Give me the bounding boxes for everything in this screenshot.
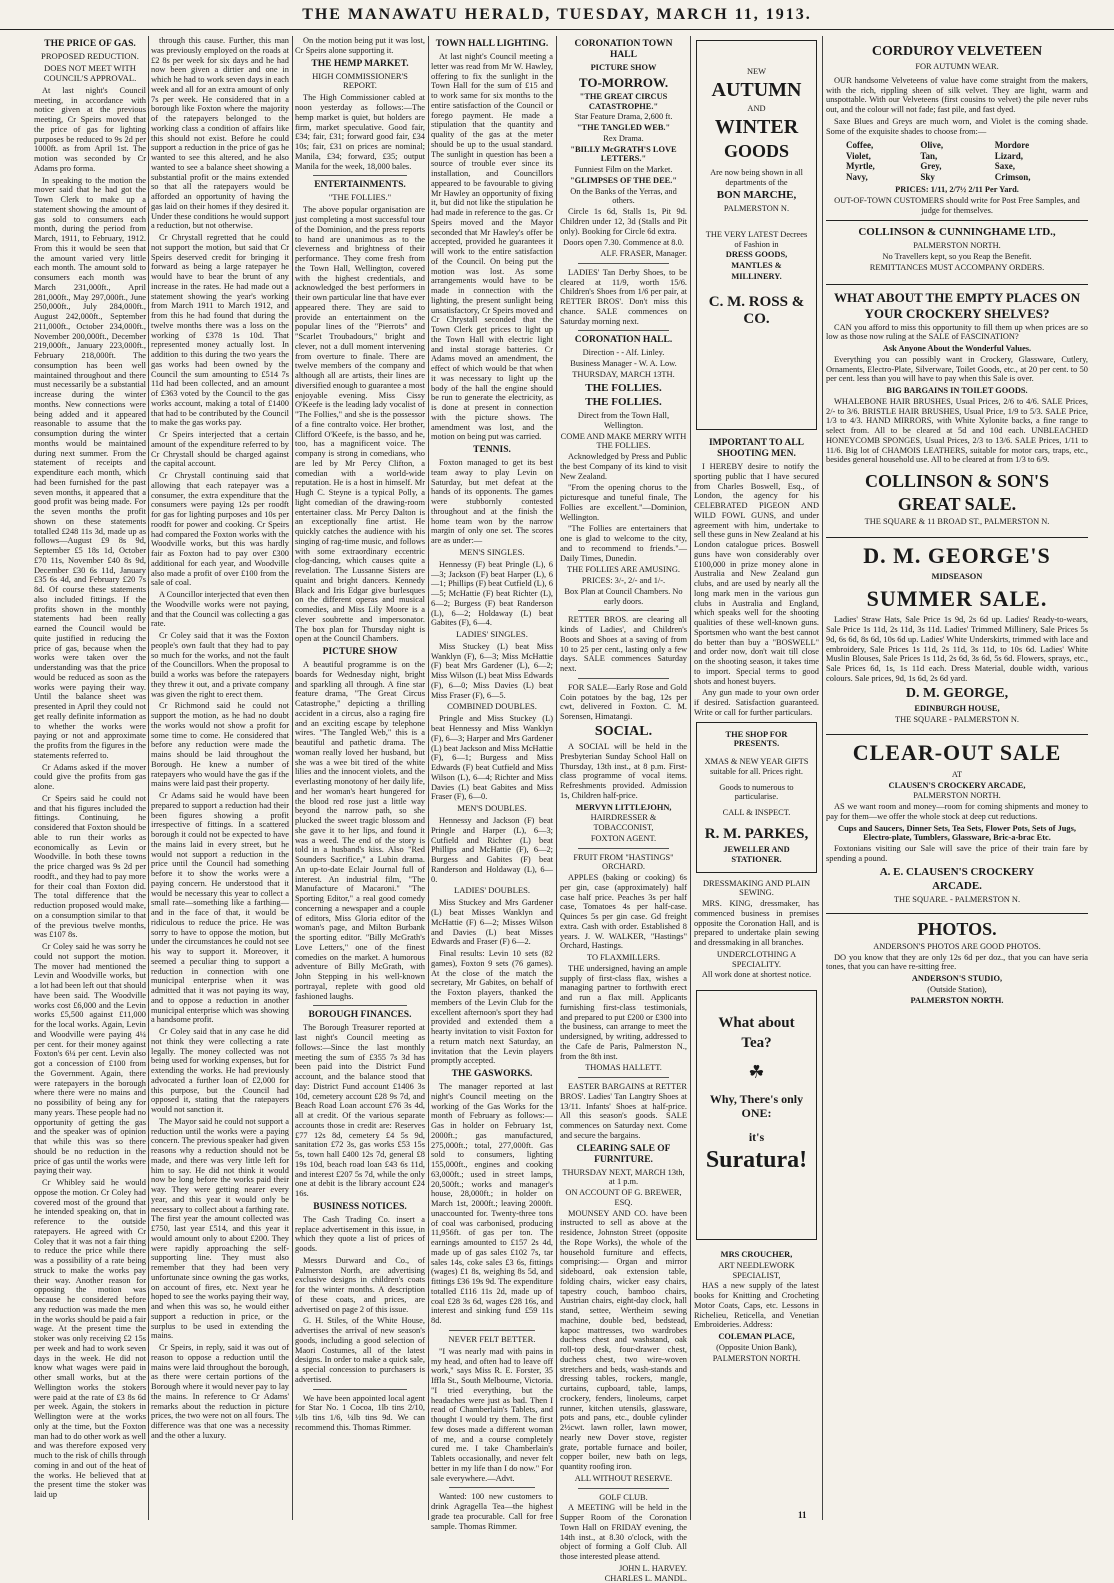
ad-signature: JOHN L. HARVEY. (618, 1563, 687, 1573)
ad-line: JEWELLER AND STATIONER. (723, 845, 790, 864)
divider (826, 913, 1088, 914)
ad-title: TO FLAXMILLERS. (587, 953, 660, 963)
ad-title: FRUIT FROM "HASTINGS" ORCHARD. (573, 852, 674, 872)
ad-line: PALMERSTON NORTH. (913, 791, 1001, 801)
ad-title: IMPORTANT TO ALL SHOOTING MEN. (708, 438, 805, 460)
ad-text: OUR handsome Velveteens of value have come straight from the makers, with the rich, rippling sheen of silk velvet. They are light, warm and unspottable. With our Velveteens (first cousins to velvet) the pile never rubs out, and the colour will not fade; fast pile, and fast dyed. (826, 75, 1088, 115)
ad-text: Ladies' Straw Hats, Sale Price 1s 9d, 2s 6d up. Ladies' Ready-to-wears, Sale Price 1s 11d, 2s 11d, 3s 11d. Ladies' Trimmed Millinery, Sale Prices 5s 9d, 6s 6d, 8s 6d, 10s 6d up. Ladies' White Underskirts, trimmed with lace and embroidery, Sale Prices 1s 11d, 2s 11d, 3s 11d, to 10s 6d. Ladies' White Muslin Blouses, Sale Prices 1s 11d, 2s 6d, 3s 6d, 5s 6d. Flowers, sprays, etc., Sale Prices 6d, 1s, 1s 11d each. Dress Material, double width, various colours. Sale prices, 9d, 1s 6d, 2s 6d yard. (826, 615, 1088, 683)
ad-title: CORONATION TOWN HALL (574, 39, 673, 61)
ad-line: "GLIMPSES OF THE DEE." (569, 175, 678, 185)
article-subtitle: HIGH COMMISSIONER'S REPORT. (312, 70, 408, 91)
ad-text: A MEETING will be held in the Supper Room of the Coronation Town Hall on FRIDAY evening, the 14th inst., at 8.30 o'clock, with the object of forming a Golf Club. All those interested please attend. (560, 1503, 687, 1562)
paragraph: Cr Chrystall regretted that he could not support the motion, but said that Cr Speirs deserved credit for bringing it forward as being a large ratepayer he would have to bear the brunt of any increase in the rates. He had made out a statement showing the year's working from March 1911 to March 1912, and from this he had found that during the twelve months there was a loss on the working of £378 1s 10d. That represented money actually lost. In addition to this during the two years the gas works had been owned by the Council the sum amounting to £514 7s 11d had been collected, and an amount of £363 voted by the Council to the gas works account, making a total of £1400 that had to be contributed by the Council to make the gas works pay. (151, 233, 289, 428)
page-number: 11 (798, 1510, 807, 1520)
column-rule (428, 36, 429, 1520)
ad-text: HAS a new supply of the latest books for Knitting and Crocheting Motor Coats, Caps, etc. Lessons in Richelieu, Reticella, and Venetian Embroideries. Address: (694, 1281, 819, 1330)
ad-headline: COLLINSON & SON'S (864, 471, 1050, 492)
ad-line: (Opposite Union Bank), (716, 1342, 797, 1352)
colour-item: Tan, (920, 150, 938, 161)
ad-text: LADIES' Tan Derby Shoes, to be cleared at 11/9, worth 15/6. Children's Shoes from 1/6 per pair, at RETTER BROS'. Don't miss this chance. SALE commences on Saturday morning next. (560, 267, 687, 326)
ad-headline: CLEAR-OUT SALE (852, 740, 1062, 766)
ad-headline: ARCADE. (932, 880, 982, 893)
ad-line: MILLINERY. (731, 271, 782, 281)
paragraph: The above popular organisation are just completing a most successful tour of the Dominion, and the press reports to hand are unanimous as to the cleverness and brightness of their performance. They come fresh from the Town Hall, Wellington, covered with the highest credentials, and acknowledged the best performers in their own particular line that have ever appeared there. They are said to provide an entertainment on the popular lines of the "Pierrots" and "Scarlet Troubadours," bright and clever, not a dull moment intervening from overture to finale. There are twelve members of the company and although all are artists, their lines are diversified enough to guarantee a most enjoyable evening. Miss Cissy O'Keefe is the leading lady vocalist of "The Follies," and she is the possessor of a fine contralto voice. Her brother, Clifford O'Keefe, is the basso, and he, too, has a magnificent voice. The company is strong in comedians, who are led by Mr Percy Clifton, a comedian with a world-wide reputation. He is a host in himself. Mr Hugh C. Steyne is a typical Polly, a light comedian of the drawing-room entertainer class. Mr Percy Dalton is an exceptionally fine artist. He quickly catches the audience with his singing of rag-time music, and follows with some extraordinary eccentric clog-dancing, which causes quite a revelation. The Lussanne Sisters are quaint and bright dancers. Kennedy Black and Iris Edgar give burlesques on the different operas and musical comedies, and Miss Lily Moore is a clever soubrette and impersonator. The box plan for Thursday night is open at the Council Chambers. (295, 205, 426, 644)
ad-line: PALMERSTON NORTH. (910, 995, 1004, 1005)
ad-text: "The Follies are entertainers that one is glad to welcome to the city, and to recommend to friends."—Daily Times, Dunedin. (560, 524, 687, 563)
column-4 (431, 36, 553, 1531)
colour-item: Olive, (920, 140, 944, 151)
article-title: TENNIS. (473, 445, 511, 456)
divider (313, 175, 407, 176)
ad-line: ALL WITHOUT RESERVE. (574, 1473, 673, 1483)
ad-signature: MERVYN LITTLEJOHN, (575, 802, 672, 812)
article-subtitle: PROPOSED REDUCTION. (41, 51, 139, 62)
ad-text: Everything you can possibly want in Crockery, Glassware, Cutlery, Ornaments, Electro-Plate, Silverware, Toilet Goods, etc., at 20 per cent. to 50 per cent. less than you will have to pay when this Sale is over. (826, 354, 1088, 384)
divider (578, 263, 669, 264)
ad-line: PALMERSTON NORTH. (913, 241, 1001, 251)
paragraph: The Mayor said he could not support a reduction until the works were a paying concern. The previous speaker had given reasons why a reduction should not be made, and there was very little left for him to say. He did not think it would now be long before the works paid their way. They were getting nearer every year, and this year it would only be necessary to collect about a farthing rate. The first year the amount collected was £750, last year £514, and this year it would amount only to about £200. They were rapidly approaching the self-supporting line. They must also remember that they had been very unfortunate since owning the gas works, on account of fires, etc. Next year he hoped to see the works paying their way, and when this was so, he would either support a reduction in price, or the surplus to be used in extending the mains. (151, 1116, 289, 1341)
colour-item: Myrtle, (846, 161, 875, 172)
divider (578, 848, 669, 849)
ad-line: THE SQUARE & 11 BROAD ST., PALMERSTON N. (864, 516, 1050, 526)
ad-text: Any gun made to your own order if desired. Satisfaction guaranteed. Write or call for further particulars. (694, 688, 819, 717)
ad-text: THE undersigned, having an ample supply of first-class flax, wishes a managing partner to forthwith erect and run a flax mill. Applicants furnishing first-class testimonials, and prepared to put £200 or £300 into the business, can arrange to meet the undersigned, by writing, addressed to the Cafe de Paris, Palmerston N., from the 8th inst. (560, 963, 687, 1061)
ad-line: Why, There's only ONE: (709, 1091, 804, 1120)
ad-signature: THOMAS HALLETT. (585, 1063, 662, 1073)
ad-text: I HEREBY desire to notify the sporting public that I have secured from Charles Boswell, Esq., of London, the agency for his CELEBRATED PIGEON AND WILD FOWL GUNS, and under agreement with him, undertake to sell these guns in New Zealand at his London catalogue prices. Boswell guns have won considerably over £100,000 in prize money alone in Australia and New Zealand gun clubs, and are used by nearly all the long mark men in the various gun clubs in Australia and England, which speaks well for the shooting qualities of these well-known guns. Sportsmen who want the best cannot do better than buy a "BOSWELL" and order now, don't wait till close on the shooting season, it takes time to import. Special terms to good shots and honest buyers. (694, 462, 819, 686)
divider (826, 537, 1088, 538)
article-title: THE HEMP MARKET. (311, 58, 409, 69)
paragraph: Miss Stuckey (L) beat Miss Wanklyn (F), 6—3; Miss McHattie (F) beat Mrs Gardener (L), 6—2; Miss Wilson (L) beat Miss Edwards (F), 6—0; Miss Davies (L) beat Miss Fraser (F), 6—5. (431, 641, 553, 700)
colour-list (826, 138, 1088, 184)
ad-title: DRESSMAKING AND PLAIN SEWING. (702, 878, 811, 898)
paragraph: A Councillor interjected that even then the Woodville works were not paying, and that the Council was collecting a gas rate. (151, 590, 290, 629)
ad-line: COME AND MAKE MERRY WITH THE FOLLIES. (560, 431, 687, 451)
ad-headline: GOODS (723, 140, 789, 161)
ad-line: Are now being shown in all departments of the (710, 167, 803, 187)
ad-text: Foxtonians visiting our Sale will save the price of their train fare by spending a pound. (826, 844, 1088, 863)
ad-line: CLAUSEN'S CROCKERY ARCADE, (888, 780, 1026, 790)
ad-text: MRS. KING, dressmaker, has commenced business in premises opposite the Coronation Hall, and is prepared to undertake plain sewing and dressmaking in all branches. (694, 899, 819, 948)
ad-headline: Suratura! (705, 1146, 808, 1173)
ad-text: RETTER BROS. are clearing all kinds of Ladies', and Children's Boots and Shoes at a saving of from 10 to 25 per cent., lasting only a few days. SALE commences Saturday next. (560, 615, 687, 674)
ad-line: THE SQUARE. - PALMERSTON N. (893, 895, 1021, 905)
article-title: THE GASWORKS. (451, 1069, 533, 1080)
ad-headline: What about (718, 1015, 795, 1032)
ad-line: Star Feature Drama, 2,600 ft. (574, 112, 673, 122)
ad-title: CORDUROY VELVETEEN (871, 44, 1043, 59)
ad-line: PALMERSTON N. (723, 204, 790, 213)
ad-text: CAN you afford to miss this opportunity to fill them up when prices are so low as those now ruling at the SALE of FASCINATION? (826, 322, 1088, 342)
ad-text: WHALEBONE HAIR BRUSHES, Usual Prices, 2/6 to 4/6. SALE Prices, 2/- to 3/6. BRISTLE HAIR BRUSHES, Usual Price, 1/9 to 5/3. SALE Price, 1/3 to 4/3. HAND MIRRORS, with White Xylonite backs, a fine range to select from. All to be cleared at 5d and 10d each. UNBLEACHED HONEYCOMB SPONGES, Usual Prices, 2/3 to 13/6. SALE Prices, 1/11 to 11/6. Big lot of CHAMOIS LEATHERS, suitable for motor cars, traps, etc., besides general household use. All to be cleared at from 1/3 to 6/9. (826, 396, 1088, 465)
ad-line: PALMERSTON NORTH. (712, 1353, 801, 1363)
ad-line: THE SHOP FOR PRESENTS. (725, 729, 788, 749)
divider (313, 1005, 407, 1006)
article-title: PICTURE SHOW (322, 647, 398, 658)
column-6 (694, 36, 819, 1520)
paragraph: The Borough Treasurer reported at last night's Council meeting as follows:—Since the last monthly meeting the sum of £355 7s 3d has been paid into the District Fund account, and the balance stood that day: District Fund account £1406 3s 10d, cemetery account £28 9s 7d, and Beach Road Loan account £76 3s 4d, all at credit. Of the various separate accounts those in credit are: Reserves £77 12s 8d, cemetery £4 5s 9d, sanitation £72 3s, gas works £53 15s 5s, town hall £400 12s 7d, general £8 19s 10d, beach road loan £43 6s 11d, and interest £207 5s 7d, while the only one at debit is the library account £24 16s. (295, 1023, 425, 1199)
ad-headline: GREAT SALE. (897, 494, 1017, 515)
ad-line: PRICES: 1/11, 2/7½ 2/11 Per Yard. (895, 185, 1019, 195)
paragraph: "I was nearly mad with pains in my head, and often had to leave off work," says Miss R. E. Forster, 35 Iffla St., South Melbourne, Victoria. "I tried everything, but the headaches were just as bad. Then I read of Chamberlain's Tablets, and thought I would try them. The first few doses made a different woman of me, and a course completely cured me. I take Chamberlain's Tablets occasionally, and never felt better in my life than I do now." For sale everywhere.—Advt. (431, 1346, 553, 1483)
paragraph: Cr Speirs said he could not and that his figures included the fittings. Continuing, he considered that Foxton should be able to run their works as economically as Levin or Woodville. In both these towns the price charged was 9s 2d per roodft., and they had to pay more for their coal than Foxton did. The total difference that the reduction proposed would make, on a consumption similar to that of the previous twelve months, was £107 8s. (34, 793, 146, 940)
paragraph: The High Commissioner cabled at noon yesterday as follows:—The hemp market is quiet, but holders are firm, market speculative. Good fair, £34; fair, £31; forward good fair, £34 10s; fair, £31 on prices are nominal; Manila, £34; forward, £35; output Manila for the week, 18,000 bales. (295, 93, 425, 171)
ad-line: AND (747, 103, 766, 113)
ad-line: FOR AUTUMN WEAR. (915, 62, 999, 72)
paragraph: Cr Coley said he was sorry he could not support the motion. The mover had mentioned the Levin and Woodville works, but a lot had been left out that should have been said. The Woodville works cost £6,000 and the Levin works £5,500 against £11,000 for the local works. Again, Levin and Woodville were paying 4¼ per cent. for their money against Foxton's 6¼ per cent. Levin also got a concession of £100 from the Government. Again, there were ratepayers in the borough where there were no mains and no possibility of being any for many years. These people had no opportunity of getting the gas and the speaker was of opinion that while this was so there should be no reduction in the price of gas until the works were paying their way. (34, 942, 146, 1176)
ad-line: OUT-OF-TOWN CUSTOMERS should write for Post Free Samples, and judge for themselves. (834, 195, 1080, 215)
paragraph: Cr Coley said that it was the Foxton people's own fault that they had to pay so much for the works, and not the fault of the Councillors. When the proposal to build a works was before the ratepayers they threw it out, and a private company was given the right to erect them. (151, 631, 289, 699)
colour-item: Lizard, (994, 150, 1023, 161)
ad-line: PRICES: 3/-, 2/- and 1/-. (581, 576, 666, 586)
paragraph: Cr Adams said he would have been prepared to support a reduction had their been figures showing a profit irrespective of fittings. In a scattered borough it could not be expected to have the mains laid in every street, but he would not support a reduction in the price until the Council had something before it to show the works were a paying concern. He understood that it would be necessary this year to collect a small rate—something like a farthing—and in the face of that, it would be ridiculous to reduce the price. He was sorry to have to oppose the motion, but under the circumstances he could not see his way to support it. Moreover, it seemed a peculiar thing to support a reduction in connection with one municipal enterprise when it was admitted that it was not paying its way, and to oppose a reduction in another municipal enterprise which was showing a handsome profit. (151, 791, 289, 1025)
ad-line: Goods to numerous to particularise. (719, 782, 794, 802)
ad-line: DRESS GOODS, (725, 250, 788, 260)
column-5 (560, 36, 687, 1583)
ad-title: WHAT ABOUT THE EMPTY PLACES ON YOUR CROCKERY SHELVES? (834, 290, 1080, 321)
ad-headline: ANDERSON'S STUDIO, (911, 974, 1003, 984)
divider (449, 1487, 535, 1488)
ad-text: "From the opening chorus to the picturesque and tuneful finale, The Follies are excellent."—Dominion, Wellington. (560, 483, 687, 522)
column-7 (826, 36, 1088, 1520)
section-label: COMBINED DOUBLES. (447, 701, 537, 712)
ad-headline: C. M. ROSS & CO. (708, 293, 805, 327)
paragraph: A beautiful programme is on the boards for Wednesday night, bright and sparkling all through. A fine star feature drama, "The Great Circus Catastrophe," depicting a thrilling accident in a circus, also a raging fire and an exciting escape by telephone wires. "The Tangled Web," this is a beautiful and pathetic drama. The woman really loved her husband, but she was a wee bit tired of the white lilies and the innocent violets, and the everlasting monotony of her daily life, and her woman's heart hungered for the blood red rose just a little way beyond the narrow path, so she plucked the sweet tragic blossom and she gave it to her lips, and found it was a weed. The end of the story is told in a husband's kiss. Also "Red Sounders Sacrifice," a Lubin drama. An up-to-date Eclair Journal full of interest. An industrial film, "The Manufacture of Macaroni." "The Sporting Editor," a real good comedy concerning a newspaper and a couple of editors, Miss Gloria editor of the woman's page, and Milton Burbank the sporting editor. "Billy McGrath's Love Letters," one of the finest comedies on the market. A humorous adventure of Billy McGrath, with John Stepping in his well-known portrayal, replete with good old fashioned laughs. (295, 660, 425, 1001)
ad-line: "BILLY McGRATH'S LOVE LETTERS." (570, 144, 677, 164)
column-rule (822, 36, 823, 1520)
ad-headline: THE FOLLIES. (585, 396, 662, 409)
article-title: THE PRICE OF GAS. (44, 39, 136, 49)
ad-line: Rex Drama. (603, 133, 644, 143)
ad-line: Direct from the Town Hall, Wellington. (577, 411, 670, 430)
article-title: TOWN HALL LIGHTING. (435, 39, 549, 49)
paragraph: Messrs Durward and Co., of Palmerston North, are advertising exclusive designs in children's coats for the winter months. A description of these coats, and prices, are advertised on page 2 of this issue. (295, 1255, 425, 1314)
paragraph: Cr Richmond said he could not support the motion, as he had no doubt the works would not show a profit for some time to come. He considered that before any reduction were made the mains should be laid throughout the Borough. He knew a number of ratepayers who would have the gas if the mains were laid past their property. (151, 701, 289, 789)
column-rule (292, 36, 293, 1520)
paragraph: Pringle and Miss Stuckey (L) beat Hennessy and Miss Wanklyn (F), 6—3; Harper and Mrs Gardener (L) beat Jackson and Miss McHattie (F), 6—1; Burgess and Miss Edwards (F) beat Cutfield and Miss Wilson (L), 6—4; Richter and Miss Davies (L) beat Gabites and Miss Fraser (F), 6—0. (431, 714, 553, 802)
divider (826, 734, 1088, 735)
paragraph: through this cause. Further, this man was previously employed on the roads at £2 8s per week for six days and he had now been given a dirtier and one in which he had to work seven days in each week and all for an extra amount of only 7s per week. He considered that in a borough like Foxton where the majority of the ratepayers belonged to the working class a condition of affairs like this should not exist. Before he could support a reduction in the price of gas he wanted to see this altered, and he also wanted to see a balance sheet showing a substantial profit or the mains extended so that all the ratepayers would be afforded an opportunity of having the gas laid on their homes if they desired it. Under these conditions he would support a reduction, but not otherwise. (151, 36, 289, 231)
article-subtitle: "THE FOLLIES." (328, 192, 392, 203)
ad-line: ON ACCOUNT OF G. BREWER, ESQ. (565, 1188, 682, 1207)
colour-item: Violet, (846, 150, 871, 161)
ad-title: GOLF CLUB. (599, 1492, 648, 1502)
ad-line: THE FOLLIES ARE AMUSING. (566, 565, 681, 575)
paragraph: Cr Speirs, in reply, said it was out of reason to oppose a reduction until the mains were laid throughout the borough, as there were certain portions of the Borough where it would never pay to lay the mains. In reference to Cr Adams' remarks about the reduction in picture prices, the two were not on all fours. The difference was that one was a necessity and the other a luxury. (151, 1343, 289, 1440)
ad-text: FOR SALE—Early Rose and Gold Coin potatoes by the bag, 12s per cwt, delivered in Foxton. C. M. Sorensen, Himatangi. (560, 682, 687, 722)
paragraph: Miss Stuckey and Mrs Gardener (L) beat Misses Wanklyn and McHattie (F) 6—2; Misses Wilson and Davies (L) beat Misses Edwards and Fraser (F) 6—2. (431, 898, 553, 947)
ad-line: All work done at shortest notice. (701, 970, 812, 980)
ad-line: AT (951, 769, 963, 779)
ad-line: THURSDAY, MARCH 13TH. (572, 369, 675, 379)
paragraph: Cr Chrystall continuing said that allowing that each ratepayer was a consumer, the extra expenditure that the consumers were paying 12s per roodft for gas for lighting purposes and 10s per roodft for power and cooking. Cr Speirs had compared the Foxton works with the Woodville works, but this was hardly fair as Foxton had to pay over £300 additional for each year, and Woodville also made a profit of over £100 from the sale of coal. (151, 471, 289, 588)
ad-line: COLEMAN PLACE, (718, 1332, 795, 1342)
ad-line: THE SQUARE - PALMERSTON N. (894, 714, 1019, 724)
colour-item: Navy, (846, 171, 868, 182)
ad-headline: BON MARCHE, (716, 189, 797, 202)
divider (826, 284, 1088, 285)
colour-item: Sky (920, 171, 935, 182)
article-title: BUSINESS NOTICES. (313, 1201, 407, 1212)
column-rule (148, 36, 149, 1520)
ad-line: On the Banks of the Yerras, and others. (570, 186, 677, 206)
column-rule (556, 36, 557, 1520)
bon-marche-ad (696, 40, 817, 430)
article-title: ENTERTAINMENTS. (314, 180, 406, 191)
parkes-ad (696, 722, 817, 873)
ad-line: Direction - - Alf. Linley. (582, 348, 665, 358)
ad-text: AS we want room and money—room for coming shipments and money to pay for them—we offer the whole stock at deep cut reductions. (826, 802, 1088, 821)
divider (313, 1389, 407, 1390)
paragraph: Final results: Levin 10 sets (82 games), Foxton 9 sets (76 games). At the close of the match the secretary, Mr Gabites, on behalf of the Foxton players, thanked the members of the Levin Club for the excellent afternoon's sport they had provided and extended them a hearty invitation to visit Foxton for a return match next Saturday, an invitation that the Levin players promptly accepted. (431, 949, 553, 1066)
paragraph: At last night's Council meeting, in accordance with notice given at the previous meeting, Cr Speirs moved that the price of gas for lighting purposes be reduced to 9s 2d per 1000ft. as from April 1st. The motion was seconded by Cr Adams pro forma. (34, 85, 146, 173)
ad-line: UNDERCLOTHING A SPECIALITY. (716, 949, 797, 969)
ad-headline: THE FOLLIES. (585, 381, 662, 394)
ad-headline: SUMMER SALE. (866, 585, 1048, 611)
paragraph: Foxton managed to get its best team away to play Levin on Saturday, but met defeat at the hands of its opponents. The games were stubbornly contested throughout and at the finish the home team won by the narrow margin of only one set. The scores are as under:— (431, 458, 553, 546)
ad-line: Ask Anyone About the Wonderful Values. (882, 344, 1032, 354)
ad-signature: ALF. FRASER, Manager. (600, 249, 687, 259)
column-3 (295, 36, 425, 1520)
paragraph: Cr Coley said that in any case he did not think they were collecting a rate legally. The money collected was not being used for working expenses, but for extending the works. He had previously advocated a further loan of £2,000 for this purpose, but the Council had opposed it, stating that the ratepayers would not sanction it. (151, 1027, 289, 1114)
article-title: BOROUGH FINANCES. (308, 1010, 412, 1021)
paragraph: The manager reported at last night's Council meeting on the working of the Gas Works for the month of February as follows:—Gas in holder on February 1st, 2000ft.; gas manufactured, 275,000ft.; total, 277,000ft. Gas sold to consumers, lighting 155,000ft., engines and cooking 63,000ft.; used in street lamps, 20,500ft.; works and manager's house, 28,000ft.; in holder on March 1st, 2000ft.; leaving 2000ft. unaccounted for. Twenty-three tons of coal was carbonised, producing 11,956ft. of gas per ton. The earnings amounted to £157 2s 4d, made up of gas sales £102 7s, tar sales 14s, coke sales £3 6s, fittings (wages) £1 8s, weighing 8s 5d, and fittings £36 19s 9d. The expenditure totalled £116 11s 2d, made up of coal £28 3s 6d, wages £28 16s, and interest and sinking fund £59 11s 8d. (431, 1082, 553, 1326)
column-2 (151, 36, 289, 1520)
paragraph: Cr Adams asked if the mover could give the profits from gas alone. (34, 762, 146, 792)
ad-line: it's (748, 1129, 765, 1144)
ad-line: Cups and Saucers, Dinner Sets, Tea Sets, Flower Pots, Sets of Jugs, Electro-plate, Tumblers, Glassware, Bric-a-brac Etc. (838, 823, 1076, 843)
section-label: LADIES' SINGLES. (456, 629, 528, 639)
ad-line: XMAS & NEW YEAR GIFTS suitable for all. Prices right. (704, 757, 809, 776)
ad-headline: A. E. CLAUSEN'S CROCKERY (879, 865, 1035, 878)
colour-item: Saxe, (994, 161, 1015, 172)
section-label: MEN'S DOUBLES. (457, 803, 527, 814)
article-title: NEVER FELT BETTER. (448, 1333, 536, 1344)
colour-item: Grey, (920, 161, 942, 172)
column-rule (690, 36, 691, 1520)
paragraph: We have been appointed local agent for Star No. 1 Cocoa, 1lb tins 2/10, ½lb tins 1/6, ¼lb tins 9d. We can recommend this. Thomas Rimmer. (295, 1393, 425, 1432)
ad-line: MANTLES & (731, 261, 782, 270)
ad-headline: Tea? (741, 1034, 772, 1051)
paragraph: Wanted: 100 new customers to drink Agragella Tea—the highest grade tea procurable. Call for free sample. Thomas Rimmer. (431, 1492, 553, 1531)
ad-line: BIG BARGAINS IN TOILET GOODS. (886, 386, 1028, 396)
article-subtitle: DOES NOT MEET WITH COUNCIL'S APPROVAL. (43, 62, 137, 83)
section-label: MEN'S SINGLES. (459, 546, 525, 557)
divider (578, 610, 669, 611)
paragraph: On the motion being put it was lost, Cr Speirs alone supporting it. (295, 36, 425, 55)
ad-text: DO you know that they are only 12s 6d per doz., that you can have seria tones, that you can have re-sitting free. (826, 952, 1088, 972)
shamrock-icon: ☘ (748, 1061, 765, 1082)
ad-title: MRS CROUCHER, (720, 1250, 793, 1260)
ad-text: MOUNSEY AND CO. have been instructed to sell as above at the residence, Johnston Street (opposite the Rope Works), the whole of the household furniture and effects, comprising:— Organ and mirror sideboard, oak extension table, folding chairs, wicker easy chairs, tapestry couch, bamboo chairs, Austrian chairs, eight-day clock, hall stand, settee, Wertheim sewing machine, double bed, bedstead, kapoc mattresses, two wardrobes duchess chest and washstand, oak roll-top desk, four-drawer chest, duchess chest, two wire-woven stretchers and beds, wash-stands and dressing tables, rockers, mangle, curtains, cupboard, table, lamps, crockery, fenders, linoleums, carpet runner, kitchen utensils, glassware, pots and pans, etc., double cylinder 2½cwt. lawn roller, lawn mower, nearly new Dover stove, register grate, portable furnace and boiler, copper boiler, new bath on legs, quantity roofing iron. (560, 1208, 687, 1472)
ad-line: ANDERSON'S PHOTOS ARE GOOD PHOTOS. (873, 941, 1041, 951)
ad-headline: D. M. GEORGE, (905, 685, 1009, 701)
ad-line: FOXTON AGENT. (590, 833, 657, 843)
ad-line: HAIRDRESSER & TOBACCONIST, (590, 813, 657, 833)
paragraph: In speaking to the motion the mover said that he had got the Town Clerk to make up a statement showing the amount of gas sold to consumers each month, during the period from March, 1911, to February, 1912. From this it would be seen that the amount varied very little each month. The amount sold to consumers each month was March 231,000ft., April 281,000ft., May 297,000ft., June 250,000ft., July 284,000ft., August 242,000ft., September 211,000ft., October 234,000ft., November 200,000ft., December 219,000ft., January 223,000ft., February 218,000ft. The consumption has been well maintained throughout and there must necessarily be a substantial increase during the winter months. New connections were being added and it appeared reasonable to assume that the consumption during the winter months would be maintained during next summer. From the statement of receipts and expenditure each month, which had been furnished for the past seven months, it appeared that a good profit was being made. For the seven months the profit shown on these statements totalled £248 11s 3d, made up as follows—August £9 8s 9d, September £5 18s 1d, October £70 11s, November £40 8s 9d, December £30 6s 11d, January £35 6s 4d, and February £20 7s 8d. Of course these statements also included fittings. If the profits shown in the monthly statements had been really earned the Council would be quite justified in reducing the price of gas, because when the works were taken over the understanding was that the price would be reduced as soon as the works were paying their way. Until the balance sheet was presented in April they could not get really definite information as to whether the works were paying or not and approximate the profits from the figures in the statements referred to. (34, 175, 146, 760)
ad-headline: TO-MORROW. (578, 74, 669, 90)
ad-line: Box Plan at Council Chambers. No early doors. (564, 586, 683, 606)
paragraph: At last night's Council meeting a letter was read from Mr W. Hawley, offering to fix the sunlight in the Town Hall for the sum of £15 and to work same for six months to the entire satisfaction of the Council or forego payment. He made a stipulation that the quantity and quality of the gas at the meter should be up to the usual standard. The sunlight in question has been a source of trouble ever since its installation, and Councillors appeared to be favourable to giving Mr Hawley an opportunity of fixing it, but did not like the stipulation he had made in reference to the gas. Cr Speirs moved and the Mayor seconded that Mr Hawley's offer be accepted, provided he guarantees it will work to the entire satisfaction of the Council. On being put the motion was lost. As some arrangements would have to be made in connection with the lighting, the present sunlight being unsatisfactory, Cr Speirs moved and Cr Chrystall seconded that the Town Clerk get prices to light up the Town Hall with electric light and instal storage batteries. Cr Adams moved an amendment, the effect of which would be that when it was necessary to light up the body of the hall the engine should be run to generate the electricity, as is done at present in connection with the picture shows. The amendment was lost, and the motion on being put was carried. (431, 52, 553, 442)
divider (826, 220, 1088, 221)
paragraph: Cr Speirs interjected that a certain amount of the expenditure referred to by Cr Chrystall should be charged against the capital account. (151, 430, 289, 469)
divider (578, 1488, 669, 1489)
ad-line: CALL & INSPECT. (722, 808, 791, 818)
ad-headline: R. M. PARKES, (704, 825, 809, 842)
ad-headline: PHOTOS. (917, 918, 997, 939)
ad-headline: COLLINSON & CUNNINGHAME LTD., (858, 226, 1056, 239)
paragraph: Hennessy and Jackson (F) beat Pringle and Harper (L), 6—3; Cutfield and Richter (L) beat Phillips and McHattie (F), 6—2; Burgess and Gabites (F) beat Randerson and Holdaway (L), 6—0. (431, 816, 553, 884)
colour-item: Mordore (994, 140, 1030, 151)
divider (578, 678, 669, 679)
ad-text: A SOCIAL will be held in the Presbyterian Sunday School Hall on Thursday, 13th inst., at 8 p.m. First-class programme of vocal items. Refreshments provided. Admission 1s, Children half-price. (560, 742, 687, 800)
ad-line: (Outside Station), (927, 984, 987, 994)
ad-text: Saxe Blues and Greys are much worn, and Violet is the coming shade. Some of the exquisite shades to choose from:— (826, 116, 1088, 136)
section-label: LADIES' DOUBLES. (453, 885, 531, 896)
ad-line: Funniest Film on the Market. (574, 165, 673, 175)
ad-line: PICTURE SHOW (590, 63, 657, 73)
ad-line: REMITTANCES MUST ACCOMPANY ORDERS. (869, 262, 1045, 272)
ad-line: EDINBURGH HOUSE, (914, 703, 1000, 713)
ad-line: Circle 1s 6d, Stalls 1s, Pit 9d. Children under 12, 3d (Stalls and Pit only). Booking for Circle 6d extra. (560, 207, 687, 236)
ad-line: THURSDAY NEXT, MARCH 13th, at 1 p.m. (562, 1167, 685, 1187)
ad-title: CLEARING SALE OF FURNITURE. (576, 1143, 671, 1165)
colour-item: Crimson, (994, 171, 1031, 182)
ad-title: CORONATION HALL. (574, 335, 673, 346)
ad-line: Business Manager - W. A. Low. (570, 359, 677, 369)
ad-text: EASTER BARGAINS at RETTER BROS'. Ladies' Tan Langtry Shoes at 13/11. Infants' Shoes at half-price. All this season's goods. SALE commences on Saturday next. Come and secure the bargains. (560, 1082, 687, 1140)
column-1 (34, 36, 146, 1520)
ad-line: No Travellers kept, so you Reap the Benefit. (882, 251, 1032, 261)
ad-line: THE VERY LATEST Decrees of Fashion in (705, 229, 808, 249)
ad-headline: AUTUMN (711, 78, 802, 101)
ad-line: MIDSEASON (931, 572, 983, 582)
suratura-ad (696, 990, 817, 1240)
ad-line: NEW (746, 67, 767, 76)
divider (578, 1077, 669, 1078)
ad-headline: D. M. GEORGE'S (863, 542, 1051, 568)
colour-item: Coffee, (846, 140, 874, 151)
ad-line: "THE GREAT CIRCUS CATASTROPHE." (579, 91, 668, 111)
ad-headline: WINTER (714, 115, 799, 138)
paragraph: The Cash Trading Co. insert a replace advertisement in this issue, in which they quote a list of prices of goods. (295, 1214, 425, 1254)
paragraph: Hennessy (F) beat Pringle (L), 6—3; Jackson (F) beat Harper (L), 6—1; Phillips (F) beat Cutfield (L), 6—5; McHattie (F) beat Richter (L), 6—2; Burgess (F) beat Randerson (L), 6—2; Holdaway (L) beat Gabites (F), 6—4. (431, 559, 553, 628)
ad-title: SOCIAL. (594, 723, 653, 739)
paragraph: Cr Whibley said he would oppose the motion. Cr Coley had covered most of the ground that he intended speaking on, that in reference to the outside ratepayers. He agreed with Cr Coley that it was not a fair thing to reduce the price while there was a possibility of a rate being struck to make the works pay their way. Another reason for opposing the motion was because he considered before any reduction was made the men in the works should be paid a fair wage. At the present time the stoker was only receiving £2 15s per week and had to work seven days in the week. He did not know what wages were paid in other small works, but at the Wellington works the stokers were paid at the rate of £3 8s 6d per week. Again, the stokers in Wellington were at the works only at the time, but the Foxton man had to do other work as well and was therefore exposed very much to the risk of chills through coming in and out of the heat of the works. He believed that at the present time the stoker was laid up (34, 1178, 146, 1500)
divider (578, 330, 669, 331)
ad-line: "THE TANGLED WEB." (576, 123, 671, 133)
paragraph: G. H. Stiles, of the White House, advertises the arrival of new season's goods, including a good selection of Maori Costumes, all of the latest designs. In order to make a quick sale, a special concession to purchasers is advertised. (295, 1316, 425, 1384)
ad-text: Acknowledged by Press and Public the best Company of its kind to visit New Zealand. (560, 452, 687, 481)
divider (449, 1330, 535, 1331)
masthead: THE MANAWATU HERALD, TUESDAY, MARCH 11, 1913. (0, 0, 1114, 30)
ad-line: ART NEEDLEWORK SPECIALIST, (718, 1260, 795, 1280)
ad-signature: CHARLES L. MANDL. (604, 1573, 687, 1583)
ad-line: Doors open 7.30. Commence at 8.0. (563, 238, 684, 248)
ad-text: APPLES (baking or cooking) 6s per gin, case (approximately) half case half price. Peaches 3s per half case, Tomatoes 4s per half-case. Quinces 5s per gin case. Gd freight extra. Cash with order. Established 8 years. J. W. WALKER, "Hastings" Orchard, Hastings. (560, 873, 687, 951)
